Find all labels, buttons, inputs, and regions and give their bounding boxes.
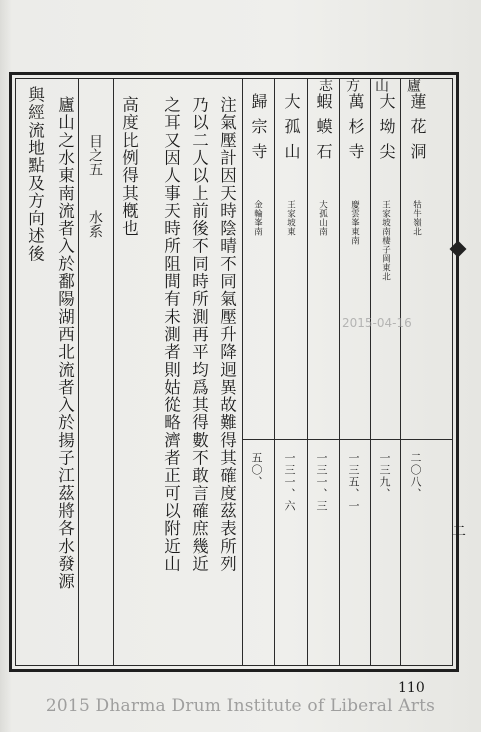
table-row-value: 二〇八、	[409, 452, 422, 500]
table-row-value: 一三五、一	[347, 452, 360, 512]
table-row-value: 一三九、	[378, 452, 391, 500]
table-row-location: 王家坡東	[285, 200, 296, 236]
table-row-name: 蓮花洞	[408, 93, 427, 168]
table-row-location: 大孤山南	[317, 200, 328, 236]
table-row-value: 五〇、	[250, 452, 263, 488]
table-row-name: 大坳尖	[377, 93, 396, 168]
note-line-4: 高度比例得其槪也	[119, 96, 139, 238]
date-stamp: 2015-04-16	[342, 316, 412, 330]
watermark: 2015 Dharma Drum Institute of Liberal Arts	[45, 696, 436, 716]
table-row-location: 金輪峯南	[252, 200, 263, 236]
header-char-3: 方	[344, 78, 360, 92]
header-char-4: 志	[317, 78, 333, 92]
section-heading: 目之五	[87, 134, 103, 176]
note-line-3: 之耳又因人事天時所阻間有未測者則姑從略濟者正可以附近山	[161, 96, 181, 573]
table-row-location: 牯牛嶺北	[411, 200, 422, 236]
table-left-border	[242, 79, 243, 665]
table-row-name: 蝦蟆石	[314, 93, 333, 168]
table-row-divider	[242, 439, 452, 440]
header-char-2: 山	[373, 78, 389, 92]
table-row-name: 歸宗寺	[249, 93, 268, 168]
table-row-location: 王家坡南棲子岡東北	[380, 200, 391, 281]
header-char-1: 廬	[405, 78, 421, 92]
section-subtitle: 水系	[87, 210, 103, 238]
table-row-name: 大孤山	[282, 93, 301, 168]
table-row-name: 萬杉寺	[346, 93, 365, 168]
page-number: 110	[398, 680, 425, 696]
table-row-value: 一三一、六	[283, 452, 296, 512]
table-row-value: 一三一、三	[315, 452, 328, 512]
note-line-1: 注氣壓計因天時陰晴不同氣壓升降迥異故難得其確度茲表所列	[217, 96, 237, 573]
note-line-2: 乃以二人以上前後不同時所測再平均爲其得數不敢言確庶幾近	[189, 96, 209, 573]
side-mark: 二	[452, 524, 466, 540]
table-row-location: 慶雲峯東南	[349, 200, 360, 245]
body-line-1: 廬山之水東南流者入於鄱陽湖西北流者入於揚子江茲將各水發源	[55, 96, 75, 591]
body-line-2: 與經流地點及方向述後	[25, 86, 45, 263]
